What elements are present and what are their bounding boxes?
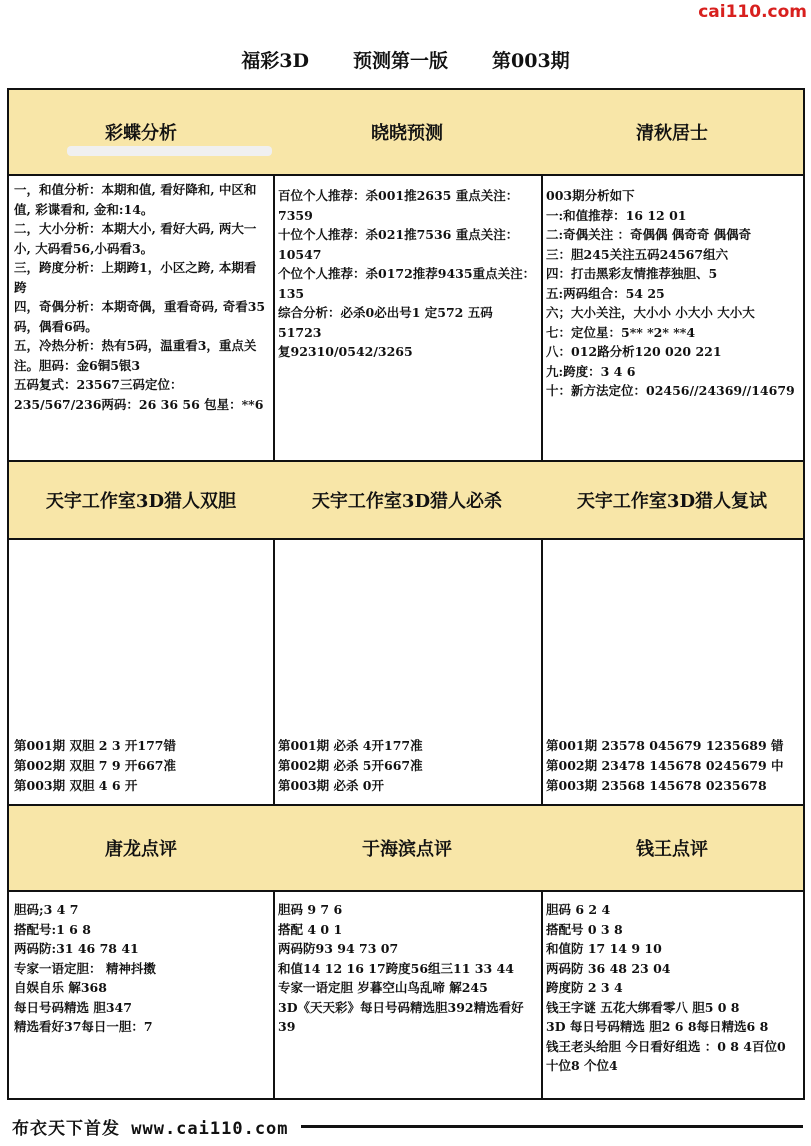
page-title: [0, 30, 811, 88]
divider: [541, 890, 803, 892]
divider: [541, 174, 803, 176]
site-tag[interactable]: cai110.com: [698, 2, 807, 22]
qingqiu-line: 003期分析如下: [546, 188, 635, 203]
yuhaibin-line: 专家一语定胆 岁暮空山鸟乱啼 解245: [278, 980, 488, 995]
history-row: 第003期 23568 145678 0235678: [546, 778, 767, 793]
tanglong-line: 两码防:31 46 78 41: [14, 941, 139, 956]
caidie-analysis: [9, 176, 273, 460]
header-caidie-label: 彩蝶分析: [105, 123, 177, 144]
qianwang-line: 胆码 6 2 4: [546, 902, 611, 917]
column-3: [541, 90, 803, 1098]
qingqiu-line: 九:跨度：3 4 6: [546, 363, 636, 379]
xiaoxiao-line: 综合分析：必杀0必出号1 定572 五码51723: [278, 305, 493, 340]
header-qianwang: [541, 806, 803, 890]
yuhaibin-line: 和值14 12 16 17跨度56组三11 33 44: [278, 960, 514, 976]
column-2: [273, 90, 543, 1098]
qingqiu-line: 六；大小关注，大小小 小大小 大小大: [546, 305, 755, 320]
bisha-history: [273, 736, 541, 796]
title-issue: 第003期: [492, 49, 570, 72]
header-underline-decoration: [67, 146, 272, 156]
tanglong-line: 精选看好37每日一胆：7: [14, 1019, 153, 1034]
yuhaibin-line: 两码防93 94 73 07: [278, 941, 399, 956]
header-qingqiu: [541, 90, 803, 174]
qingqiu-line: 三：胆245关注五码24567组六: [546, 246, 729, 262]
xiaoxiao-line: 个位个人推荐：杀0172推荐9435重点关注：135: [278, 266, 536, 301]
xiaoxiao-line: 百位个人推荐：杀001推2635 重点关注：7359: [278, 188, 519, 223]
caidie-line: 一，和值分析：本期和值, 看好降和, 中区和值, 彩谍看和, 金和:14。: [14, 182, 257, 217]
prediction-grid: [7, 88, 805, 1100]
qingqiu-line: 七：定位星：5** *2* **4: [546, 324, 696, 340]
history-row: 第002期 必杀 5开667准: [278, 758, 423, 773]
divider: [273, 890, 541, 892]
qingqiu-line: 十：新方法定位：02456//24369//14679: [546, 383, 795, 398]
history-row: 第003期 必杀 0开: [278, 778, 384, 793]
footer-text[interactable]: 布衣天下首发 www.cai110.com: [12, 1118, 289, 1139]
qianwang-line: 钱王老头给胆 今日看好组选 ：0 8 4百位0 十位8 个位4: [546, 1038, 786, 1073]
tanglong-line: 每日号码精选 胆347: [14, 999, 132, 1015]
header-yuhaibin-label: 于海滨点评: [362, 839, 452, 860]
caidie-line: 四，奇偶分析：本期奇偶，重看奇码, 奇看35码，偶看6码。: [14, 299, 266, 334]
shuangdan-history: [9, 736, 273, 796]
history-row: 第001期 23578 045679 1235689 错: [546, 738, 784, 753]
xiaoxiao-line: 复92310/0542/3265: [278, 344, 413, 359]
yuhaibin-line: 3D《天天彩》每日号码精选胆392精选看好39: [278, 999, 524, 1034]
column-1: [9, 90, 275, 1098]
qingqiu-line: 一:和值推荐：16 12 01: [546, 207, 687, 223]
header-caidie: [9, 90, 273, 174]
header-bisha: [273, 462, 541, 538]
qingqiu-line: 八：012路分析120 020 221: [546, 344, 722, 359]
divider: [541, 538, 803, 540]
header-qianwang-label: 钱王点评: [636, 839, 708, 860]
qianwang-line: 3D 每日号码精选 胆2 6 8每日精选6 8: [546, 1019, 769, 1034]
qianwang-line: 钱王字谜 五花大绑看零八 胆5 0 8: [546, 999, 740, 1015]
qianwang-line: 两码防 36 48 23 04: [546, 960, 671, 976]
qingqiu-line: 二:奇偶关注 ：奇偶偶 偶奇奇 偶偶奇: [546, 227, 752, 242]
qingqiu-line: 四：打击黑彩友情推荐独胆、5: [546, 266, 718, 281]
header-qingqiu-label: 清秋居士: [636, 123, 708, 144]
title-lottery: 福彩3D: [241, 49, 309, 72]
header-tanglong: [9, 806, 273, 890]
qianwang-line: 和值防 17 14 9 10: [546, 941, 662, 956]
tanglong-line: 搭配号:1 6 8: [14, 921, 91, 937]
qianwang-comments: [541, 896, 803, 1076]
qianwang-line: 跨度防 2 3 4: [546, 980, 623, 995]
header-fushi: [541, 462, 803, 538]
qingqiu-analysis: [541, 182, 803, 458]
divider: [9, 538, 273, 540]
history-row: 第001期 双胆 2 3 开177错: [14, 738, 176, 753]
history-row: 第001期 必杀 4开177准: [278, 738, 423, 753]
title-edition: 预测第一版: [353, 49, 449, 72]
fushi-history: [541, 736, 803, 796]
tanglong-line: 胆码;3 4 7: [14, 902, 79, 917]
xiaoxiao-prediction: [273, 182, 541, 458]
header-fushi-label: 天宇工作室3D猎人复试: [576, 491, 768, 512]
yuhaibin-comments: [273, 896, 541, 1037]
tanglong-line: 专家一语定胆： 精神抖擞: [14, 960, 156, 976]
header-yuhaibin: [273, 806, 541, 890]
divider: [273, 538, 541, 540]
caidie-line: 三，跨度分析：上期跨1，小区之跨, 本期看跨: [14, 260, 257, 295]
tanglong-line: 自娱自乐 解368: [14, 980, 107, 995]
qingqiu-line: 五:两码组合：54 25: [546, 285, 665, 301]
caidie-line: 五码复式：23567三码定位：235/567/236两码：26 36 56 包星：**6: [14, 377, 264, 412]
caidie-line: 五，冷热分析：热有5码，温重看3，重点关注。胆码：金6铜5银3: [14, 338, 257, 373]
yuhaibin-line: 搭配 4 0 1: [278, 921, 343, 937]
caidie-line: 二，大小分析：本期大小, 看好大码, 两大一小, 大码看56,小码看3。: [14, 221, 257, 256]
qianwang-line: 搭配号 0 3 8: [546, 921, 623, 937]
header-shuangdan: [9, 462, 273, 538]
xiaoxiao-line: 十位个人推荐：杀021推7536 重点关注：10547: [278, 227, 519, 262]
history-row: 第003期 双胆 4 6 开: [14, 778, 138, 793]
header-xiaoxiao-label: 晓晓预测: [371, 123, 443, 144]
header-bisha-label: 天宇工作室3D猎人必杀: [311, 491, 503, 512]
header-xiaoxiao: [273, 90, 541, 174]
footer-rule: [301, 1125, 803, 1128]
footer: [0, 1106, 811, 1146]
history-row: 第002期 23478 145678 0245679 中: [546, 758, 784, 773]
history-row: 第002期 双胆 7 9 开667准: [14, 758, 176, 773]
yuhaibin-line: 胆码 9 7 6: [278, 902, 343, 917]
header-shuangdan-label: 天宇工作室3D猎人双胆: [45, 491, 237, 512]
divider: [9, 890, 273, 892]
divider: [273, 174, 541, 176]
header-tanglong-label: 唐龙点评: [105, 839, 177, 860]
tanglong-comments: [9, 896, 273, 1037]
